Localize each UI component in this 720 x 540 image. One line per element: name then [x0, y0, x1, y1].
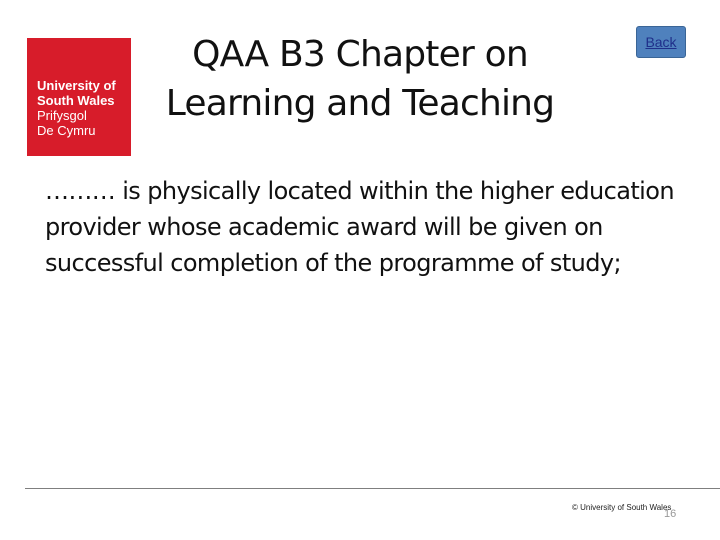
copyright-text: © University of South Wales — [572, 503, 672, 512]
page-number: 16 — [664, 508, 677, 520]
university-logo — [27, 38, 131, 156]
back-button-label[interactable]: Back — [645, 34, 677, 50]
slide-body-text: ……… is physically located within the higher education provider whose academic award will be given on successful completion of the programme of study; — [45, 177, 674, 277]
slide-title: QAA B3 Chapter on Learning and Teaching — [165, 34, 555, 124]
logo-line-3: Prifysgol — [37, 108, 87, 123]
logo-line-2: South Wales — [37, 93, 115, 108]
back-button[interactable] — [636, 26, 686, 58]
logo-line-1: University of — [37, 78, 116, 93]
footer-divider — [25, 488, 720, 489]
logo-line-4: De Cymru — [37, 123, 96, 138]
